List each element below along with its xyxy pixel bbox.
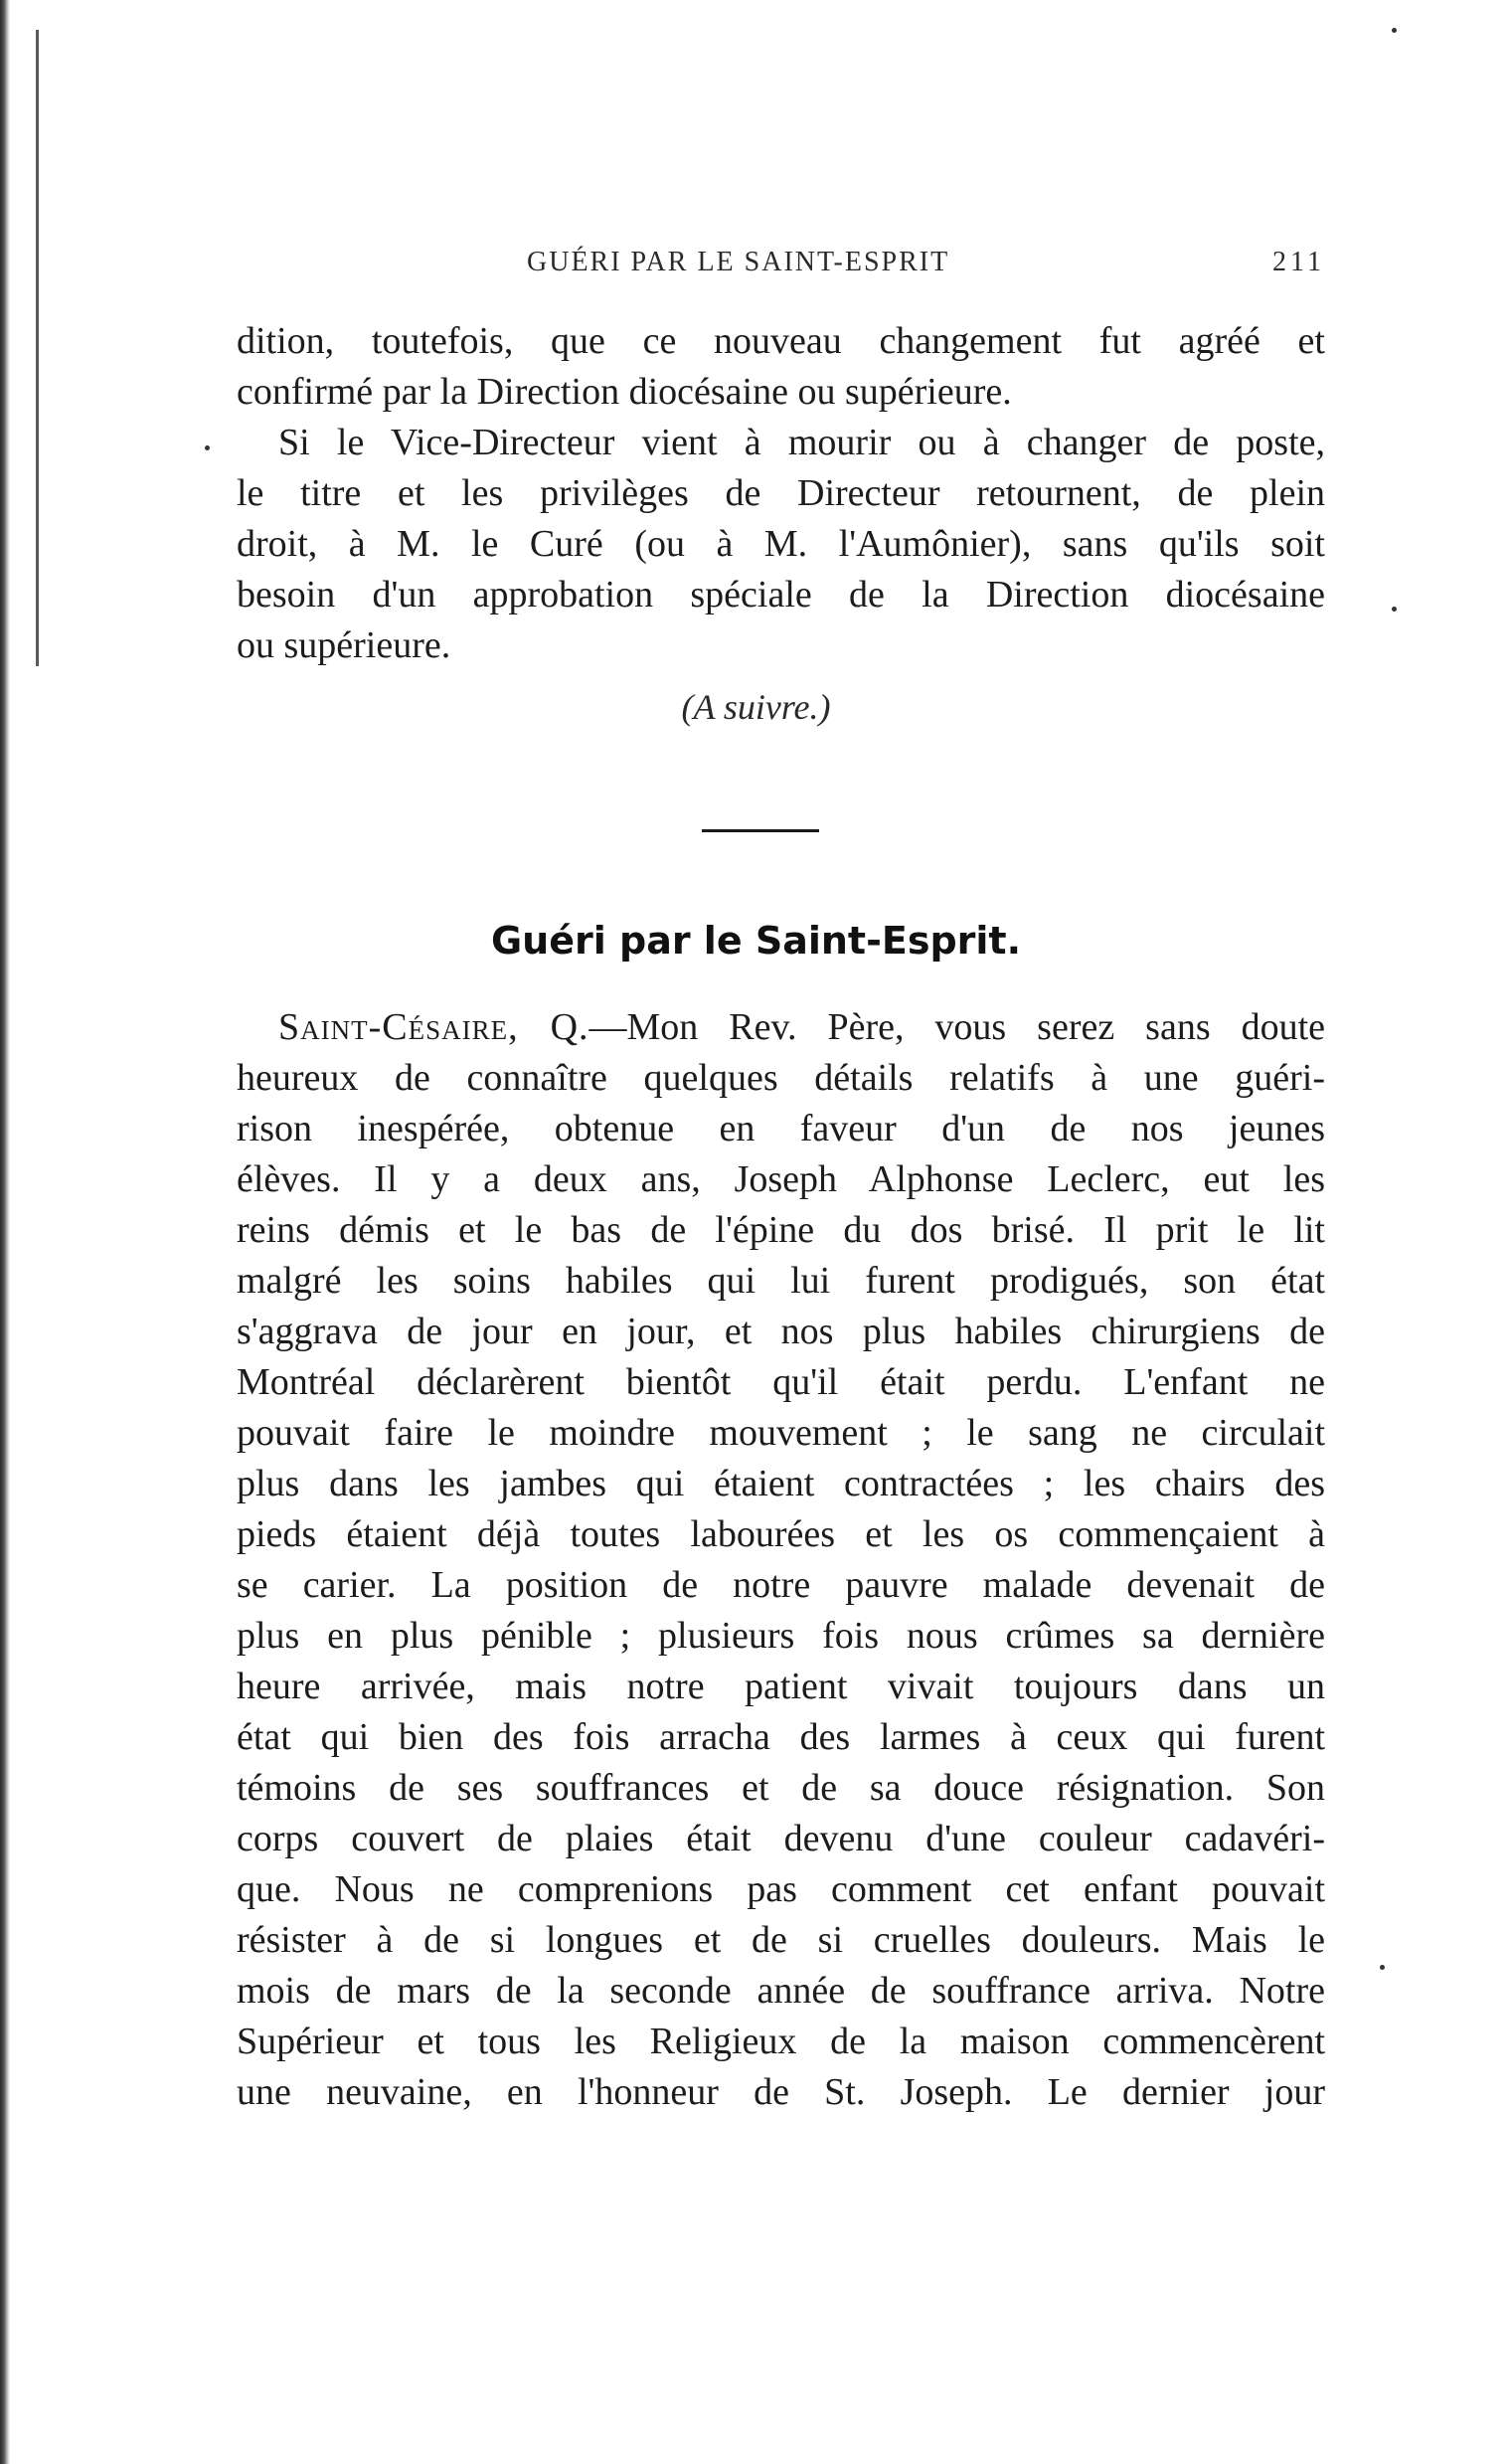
text-line: confirmé par la Direction diocésaine ou supérieure.	[237, 371, 1012, 413]
text-line: Montréal déclarèrent bientôt qu'il était perdu. L'enfant ne	[237, 1361, 1325, 1403]
text-line: reins démis et le bas de l'épine du dos brisé. Il prit le lit	[237, 1209, 1325, 1251]
dateline-place: Saint-Césaire, Q.	[278, 1006, 589, 1048]
running-title: GUÉRI PAR LE SAINT-ESPRIT	[527, 247, 950, 277]
article-first-line	[237, 1002, 1325, 1053]
text-line: heureux de connaître quelques détails relatifs à une guéri-	[237, 1057, 1325, 1099]
section-divider	[702, 829, 819, 832]
text-line: Supérieur et tous les Religieux de la maison commencèrent	[237, 2021, 1325, 2062]
text-line: pieds étaient déjà toutes labourées et les os commençaient à	[237, 1513, 1325, 1555]
text-line: que. Nous ne comprenions pas comment cet enfant pouvait	[237, 1868, 1325, 1910]
text-line: dition, toutefois, que ce nouveau changement fut agréé et	[237, 320, 1325, 362]
text-line: corps couvert de plaies était devenu d'une couleur cadavéri-	[237, 1818, 1325, 1859]
continued-text	[237, 316, 1325, 671]
text-line: heure arrivée, mais notre patient vivait toujours dans un	[237, 1666, 1325, 1707]
article-body	[237, 1002, 1325, 2118]
continuation-note: (A suivre.)	[681, 687, 831, 727]
text-line: se carier. La position de notre pauvre malade devenait de	[237, 1564, 1325, 1606]
first-line-text: —Mon Rev. Père, vous serez sans doute	[588, 1006, 1325, 1048]
text-line: élèves. Il y a deux ans, Joseph Alphonse Leclerc, eut les	[237, 1158, 1325, 1200]
text-line: rison inespérée, obtenue en faveur d'un de nos jeunes	[237, 1108, 1325, 1149]
article-title: Guéri par le Saint-Esprit.	[490, 919, 1022, 963]
print-speck	[205, 445, 210, 450]
text-line: une neuvaine, en l'honneur de St. Joseph. Le dernier jour	[237, 2071, 1325, 2113]
text-line: résister à de si longues et de si cruelles douleurs. Mais le	[237, 1919, 1325, 1961]
text-line: le titre et les privilèges de Directeur retournent, de plein	[237, 472, 1325, 514]
text-line: témoins de ses souffrances et de sa douce résignation. Son	[237, 1767, 1325, 1809]
text-line: pouvait faire le moindre mouvement ; le sang ne circulait	[237, 1412, 1325, 1454]
binding-shadow-line	[36, 30, 39, 666]
text-line: ou supérieure.	[237, 624, 451, 666]
text-line: mois de mars de la seconde année de souffrance arriva. Notre	[237, 1970, 1325, 2012]
text-line: s'aggrava de jour en jour, et nos plus habiles chirurgiens de	[237, 1311, 1325, 1352]
text-line: droit, à M. le Curé (ou à M. l'Aumônier), sans qu'ils soit	[237, 523, 1325, 565]
running-head	[0, 247, 1512, 286]
text-line: malgré les soins habiles qui lui furent prodigués, son état	[237, 1260, 1325, 1302]
print-speck	[1392, 28, 1397, 33]
text-line: plus en plus pénible ; plusieurs fois nous crûmes sa dernière	[237, 1615, 1325, 1657]
text-line: état qui bien des fois arracha des larmes à ceux qui furent	[237, 1716, 1325, 1758]
print-speck	[1392, 607, 1397, 612]
text-line: plus dans les jambes qui étaient contractées ; les chairs des	[237, 1463, 1325, 1504]
print-speck	[1380, 1965, 1385, 1970]
binding-edge	[0, 0, 10, 2464]
text-line: Si le Vice-Directeur vient à mourir ou à changer de poste,	[278, 422, 1325, 463]
text-line: besoin d'un approbation spéciale de la Direction diocésaine	[237, 574, 1325, 616]
page-number: 211	[1272, 247, 1325, 277]
